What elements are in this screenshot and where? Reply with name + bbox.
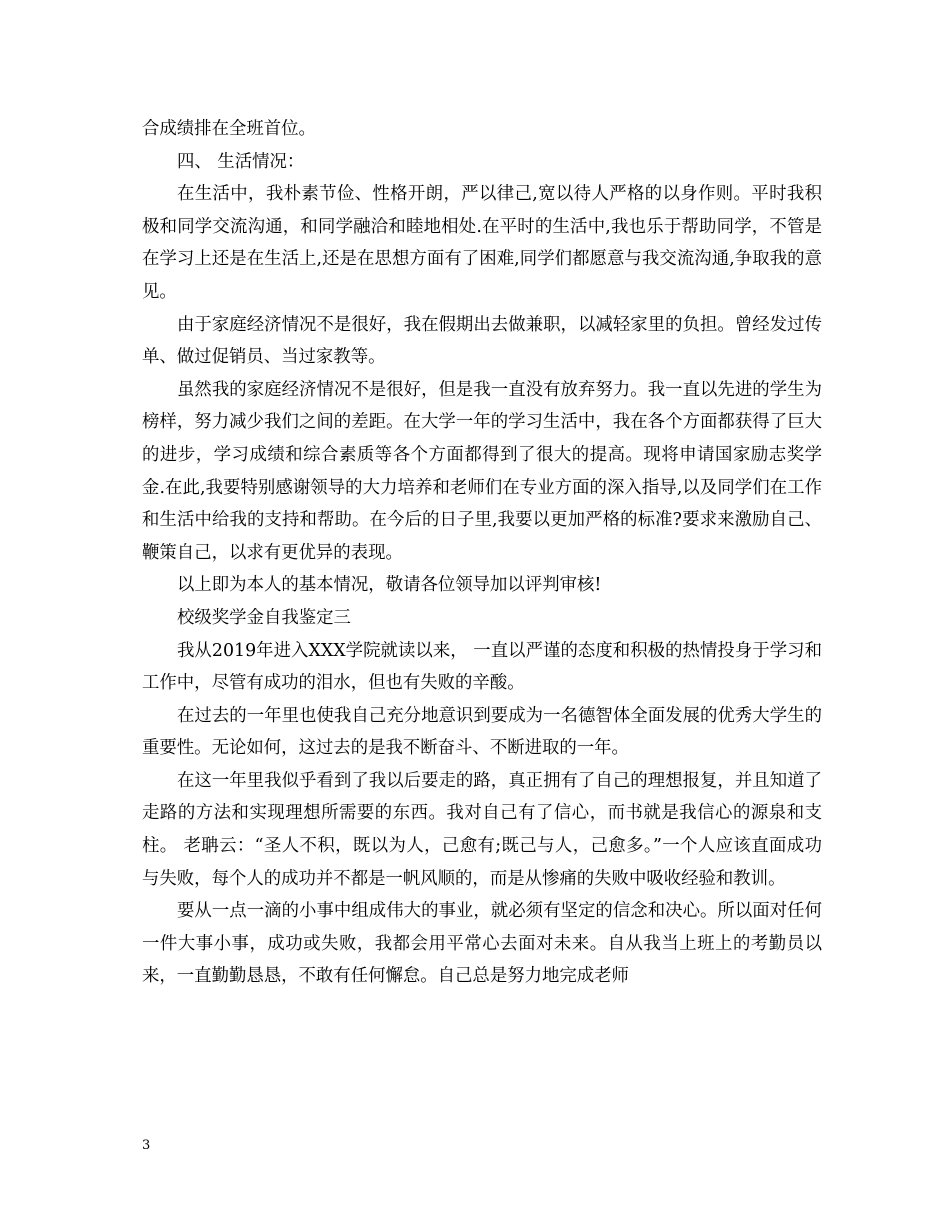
- document-body: [142, 113, 822, 993]
- section-heading-scholarship: 校级奖学金自我鉴定三: [177, 607, 351, 628]
- paragraph-11: 要从一点一滴的小事中组成伟大的事业，就必须有坚定的信念和决心。所以面对任何一件大事小事，成功或失败，我都会用平常心去面对未来。自从我当上班上的考勤员以来，一直勤勤恳恳，不敢有任何懈怠。自己总是努力地完成老师: [142, 901, 822, 987]
- paragraph-10: 在这一年里我似乎看到了我以后要走的路，真正拥有了自己的理想报复，并且知道了走路的方法和实现理想所需要的东西。我对自己有了信心，而书就是我信心的源泉和支柱。 老聃云：“圣人不积，既以为人，己愈有;既己与人，己愈多。”一个人应该直面成功与失败，每个人的成功并不都是一帆风顺的，而是从惨痛的失败中吸收经验和教训。: [142, 770, 822, 889]
- paragraph-1: 合成绩排在全班首位。: [142, 119, 316, 139]
- paragraph-5: 虽然我的家庭经济情况不是很好，但是我一直没有放弃努力。我一直以先进的学生为榜样，努力减少我们之间的差距。在大学一年的学习生活中，我在各个方面都获得了巨大的进步，学习成绩和综合素质等各个方面都得到了很大的提高。现将申请国家励志奖学金.在此,我要特别感谢领导的大力培养和老师们在专业方面的深入指导,以及同学们在工作和生活中给我的支持和帮助。在今后的日子里,我要以更加严格的标准?要求来激励自己、鞭策自己，以求有更优异的表现。: [142, 379, 822, 563]
- paragraph-9: 在过去的一年里也使我自己充分地意识到要成为一名德智体全面发展的优秀大学生的重要性。无论如何，这过去的是我不断奋斗、不断进取的一年。: [142, 705, 822, 759]
- page-number: 3: [142, 1138, 151, 1153]
- paragraph-3: 在生活中，我朴素节俭、性格开朗，严以律己,宽以待人严格的以身作则。平时我积极和同学交流沟通，和同学融洽和睦地相处.在平时的生活中,我也乐于帮助同学，不管是在学习上还是在生活上,还是在思想方面有了困难,同学们都愿意与我交流沟通,争取我的意见。: [142, 184, 822, 302]
- paragraph-4: 由于家庭经济情况不是很好，我在假期出去做兼职，以减轻家里的负担。曾经发过传单、做过促销员、当过家教等。: [142, 314, 822, 368]
- paragraph-6: 以上即为本人的基本情况，敬请各位领导加以评判审核!: [177, 575, 602, 596]
- paragraph-8: 我从2019年进入XXX学院就读以来， 一直以严谨的态度和积极的热情投身于学习和工作中，尽管有成功的泪水，但也有失败的辛酸。: [142, 640, 822, 694]
- section-heading-life: 四、 生活情况：: [177, 151, 305, 172]
